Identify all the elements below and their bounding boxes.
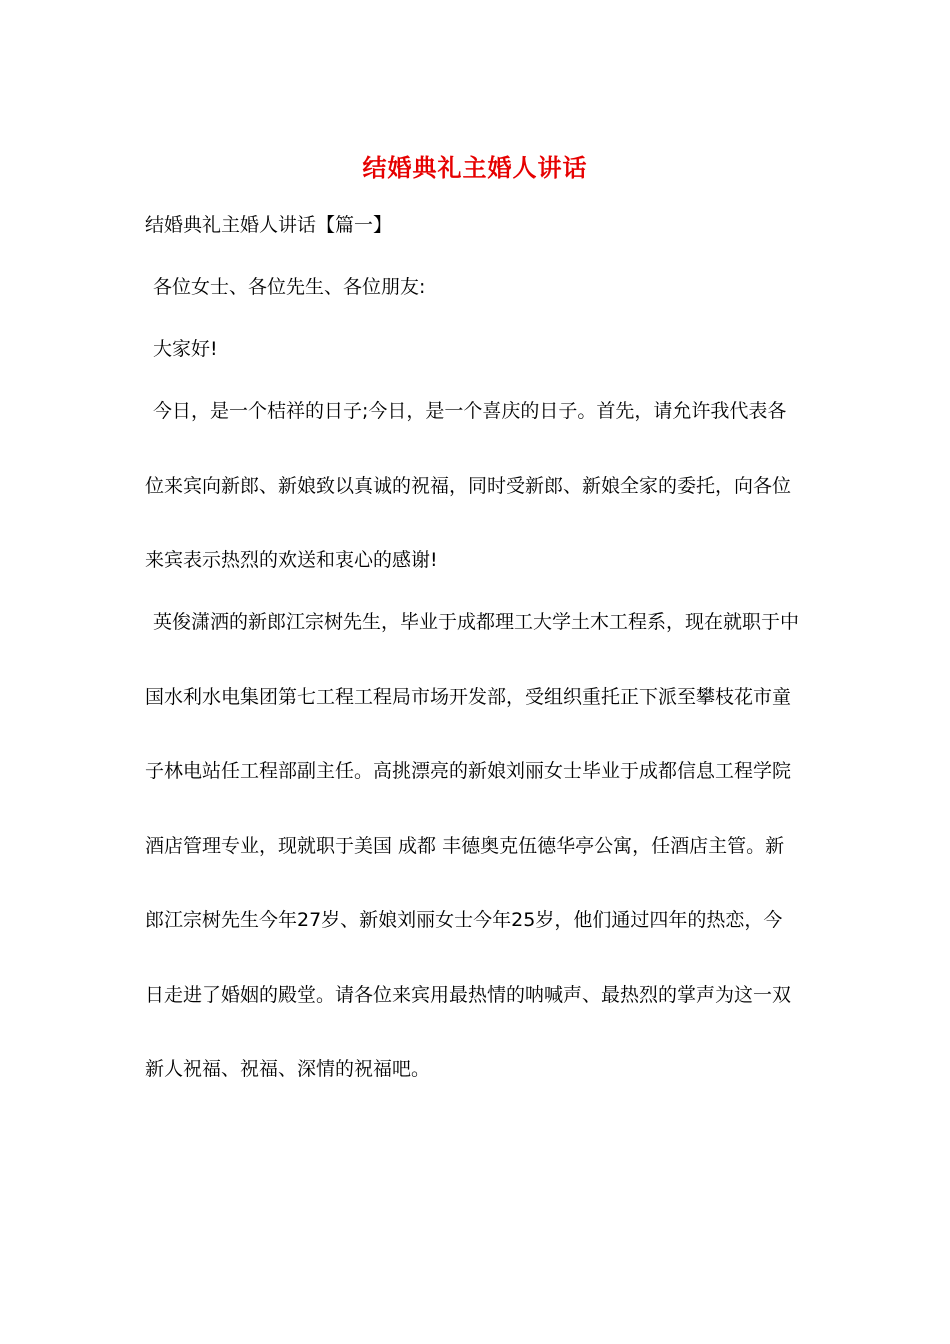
paragraph-line: 子林电站任工程部副主任。高挑漂亮的新娘刘丽女士毕业于成都信息工程学院 bbox=[145, 760, 792, 782]
greeting-line: 各位女士、各位先生、各位朋友: bbox=[153, 276, 426, 298]
paragraph-line: 英俊潇洒的新郎江宗树先生，毕业于成都理工大学土木工程系，现在就职于中 bbox=[153, 611, 800, 633]
paragraph-line: 酒店管理专业，现就职于美国 成都 丰德奥克伍德华亭公寓，任酒店主管。新 bbox=[145, 835, 785, 857]
paragraph-line: 今日，是一个桔祥的日子;今日，是一个喜庆的日子。首先，请允许我代表各 bbox=[153, 400, 787, 422]
paragraph-line: 来宾表示热烈的欢送和衷心的感谢! bbox=[145, 549, 438, 571]
document-title: 结婚典礼主婚人讲话 bbox=[362, 153, 588, 182]
paragraph-line: 位来宾向新郎、新娘致以真诚的祝福，同时受新郎、新娘全家的委托，向各位 bbox=[145, 475, 792, 497]
salutation-line: 大家好! bbox=[153, 338, 218, 360]
paragraph-line: 新人祝福、祝福、深情的祝福吧。 bbox=[145, 1058, 431, 1080]
paragraph-line: 国水利水电集团第七工程工程局市场开发部，受组织重托正下派至攀枝花市童 bbox=[145, 686, 792, 708]
paragraph-line: 日走进了婚姻的殿堂。请各位来宾用最热情的呐喊声、最热烈的掌声为这一双 bbox=[145, 984, 792, 1006]
paragraph-line: 郎江宗树先生今年27岁、新娘刘丽女士今年25岁，他们通过四年的热恋，今 bbox=[145, 909, 783, 931]
section-heading: 结婚典礼主婚人讲话【篇一】 bbox=[145, 214, 393, 236]
